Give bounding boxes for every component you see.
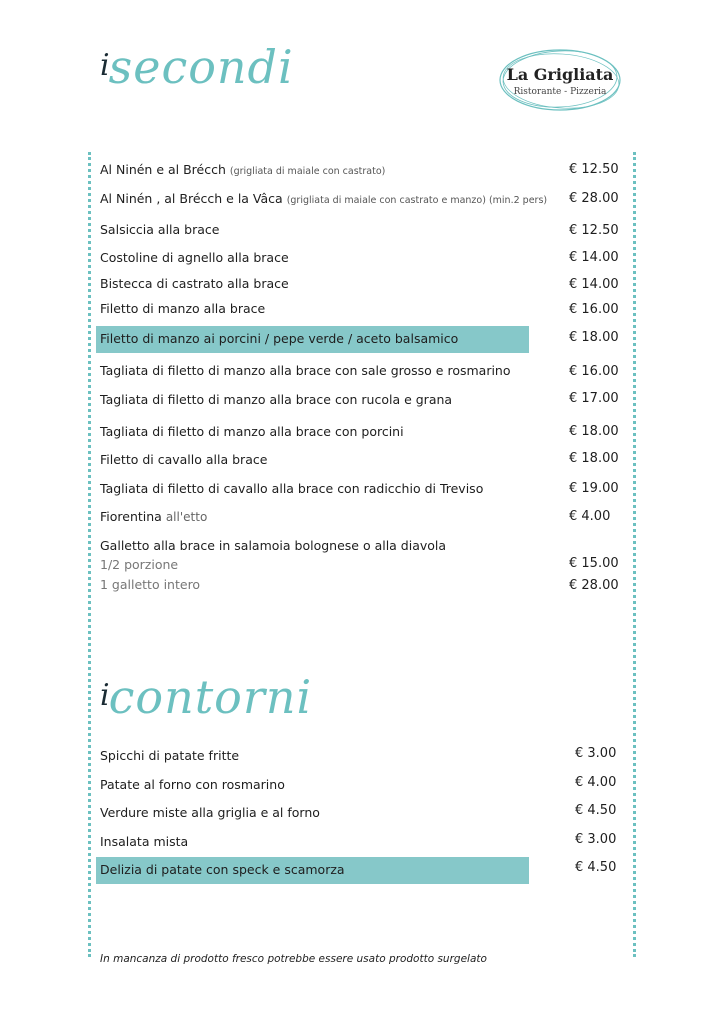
menu-item: Fiorentina all'etto	[100, 509, 208, 524]
menu-item-price: € 18.00	[569, 451, 619, 466]
secondi-title: isecondi	[100, 40, 294, 94]
menu-item: Al Ninén , al Brécch e la Vâca (grigliata di maiale con castrato e manzo) (min.2 pers)	[100, 191, 548, 206]
menu-item-price: € 15.00	[569, 556, 619, 571]
menu-item: Verdure miste alla griglia e al forno	[100, 805, 320, 820]
menu-item-price: € 16.00	[569, 364, 619, 379]
menu-item-price: € 4.50	[575, 860, 617, 875]
menu-sub-option: 1/2 porzione	[100, 557, 179, 572]
menu-item-price: € 28.00	[569, 578, 619, 593]
menu-item: Filetto di manzo ai porcini / pepe verde / aceto balsamico	[100, 331, 459, 346]
menu-item-price: € 14.00	[569, 277, 619, 292]
menu-item-price: € 16.00	[569, 302, 619, 317]
menu-item-price: € 3.00	[575, 832, 617, 847]
menu-item-price: € 14.00	[569, 250, 619, 265]
menu-item-price: € 4.00	[569, 509, 611, 524]
menu-item: Costoline di agnello alla brace	[100, 250, 289, 265]
menu-item-price: € 18.00	[569, 330, 619, 345]
menu-item-price: € 12.50	[569, 162, 619, 177]
menu-item: Galletto alla brace in salamoia bolognese o alla diavola	[100, 538, 447, 553]
menu-item: Spicchi di patate fritte	[100, 748, 240, 763]
menu-item: Salsiccia alla brace	[100, 222, 220, 237]
menu-item: Delizia di patate con speck e scamorza	[100, 862, 345, 877]
menu-sub-option: 1 galletto intero	[100, 577, 201, 592]
menu-item: Tagliata di filetto di cavallo alla brace con radicchio di Treviso	[100, 481, 484, 496]
menu-item: Tagliata di filetto di manzo alla brace con sale grosso e rosmarino	[100, 363, 511, 378]
contorni-title: icontorni	[100, 670, 313, 724]
menu-item-price: € 18.00	[569, 424, 619, 439]
restaurant-logo	[498, 45, 622, 115]
menu-item: Al Ninén e al Brécch (grigliata di maiale con castrato)	[100, 162, 386, 177]
menu-item: Bistecca di castrato alla brace	[100, 276, 289, 291]
menu-item-price: € 3.00	[575, 746, 617, 761]
menu-item: Filetto di manzo alla brace	[100, 301, 266, 316]
menu-item: Tagliata di filetto di manzo alla brace con porcini	[100, 424, 404, 439]
dotted-border-left	[88, 152, 91, 957]
menu-item-price: € 19.00	[569, 481, 619, 496]
menu-item: Patate al forno con rosmarino	[100, 777, 285, 792]
menu-item: Insalata mista	[100, 834, 189, 849]
footer-note: In mancanza di prodotto fresco potrebbe essere usato prodotto surgelato	[100, 953, 487, 965]
logo-subtitle: Ristorante - Pizzeria	[513, 87, 607, 97]
menu-item-price: € 28.00	[569, 191, 619, 206]
menu-item-price: € 4.00	[575, 775, 617, 790]
menu-item-price: € 4.50	[575, 803, 617, 818]
menu-item: Filetto di cavallo alla brace	[100, 452, 268, 467]
dotted-border-right	[633, 152, 636, 957]
menu-item-price: € 12.50	[569, 223, 619, 238]
menu-item: Tagliata di filetto di manzo alla brace con rucola e grana	[100, 392, 453, 407]
menu-item-price: € 17.00	[569, 391, 619, 406]
logo-name: La Grigliata	[506, 65, 614, 84]
